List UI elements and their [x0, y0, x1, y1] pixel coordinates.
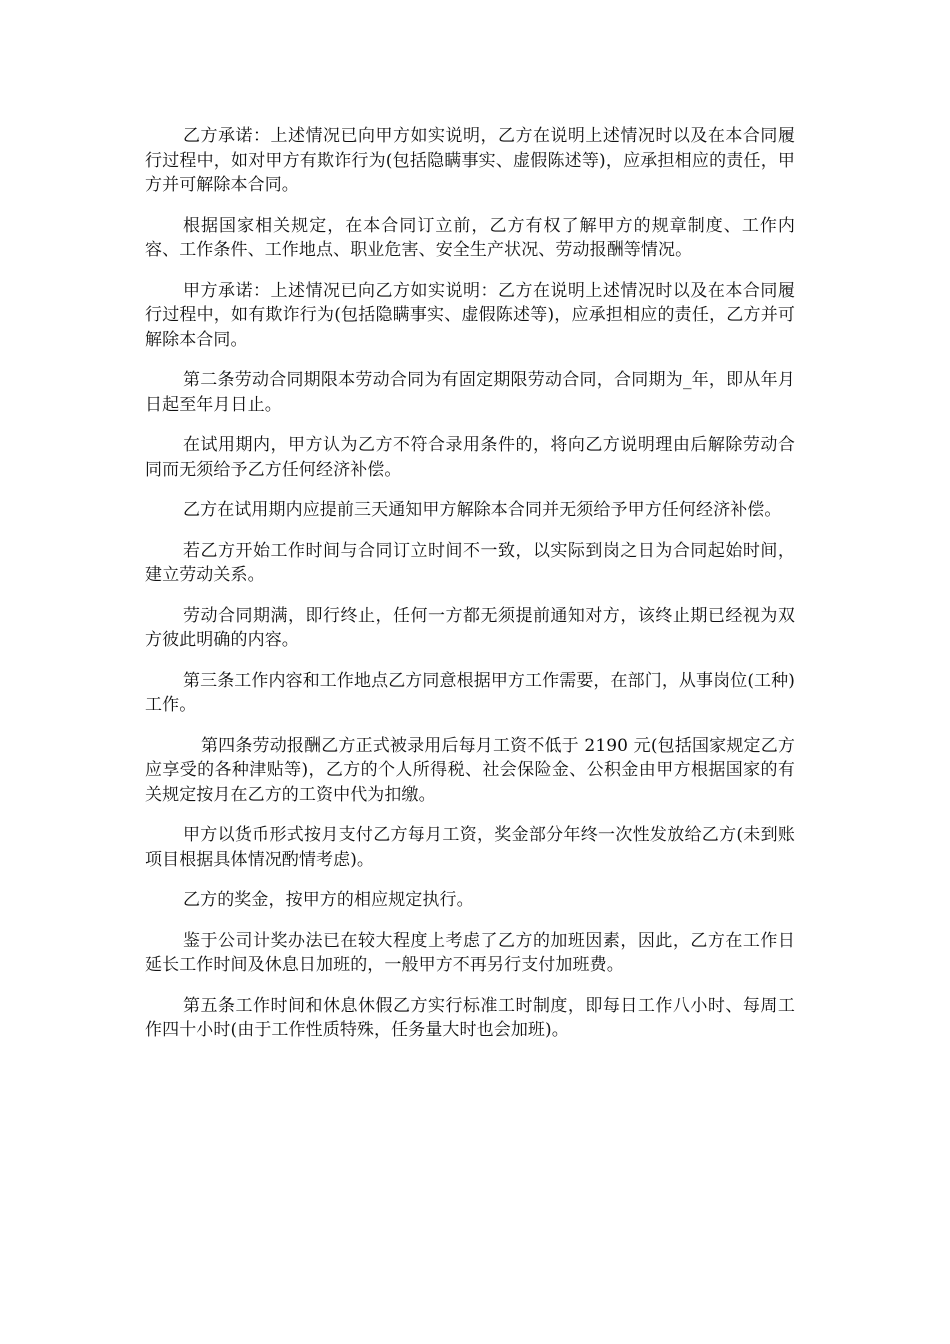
- paragraph-right-to-know: 根据国家相关规定，在本合同订立前，乙方有权了解甲方的规章制度、工作内容、工作条件、工作地点、职业危害、安全生产状况、劳动报酬等情况。: [145, 215, 795, 260]
- paragraph-article-5-working-hours: 第五条工作时间和休息休假乙方实行标准工时制度，即每日工作八小时、每周工作四十小时(由于工作性质特殊，任务量大时也会加班)。: [145, 995, 795, 1040]
- paragraph-party-a-commitment: 甲方承诺：上述情况已向乙方如实说明：乙方在说明上述情况时以及在本合同履行过程中，如有欺诈行为(包括隐瞒事实、虚假陈述等)，应承担相应的责任，乙方并可解除本合同。: [145, 280, 795, 350]
- paragraph-start-date: 若乙方开始工作时间与合同订立时间不一致，以实际到岗之日为合同起始时间，建立劳动关系。: [145, 540, 795, 585]
- paragraph-probation-termination-a: 在试用期内，甲方认为乙方不符合录用条件的，将向乙方说明理由后解除劳动合同而无须给予乙方任何经济补偿。: [145, 435, 795, 480]
- paragraph-salary-payment: 甲方以货币形式按月支付乙方每月工资，奖金部分年终一次性发放给乙方(未到账项目根据具体情况酌情考虑)。: [145, 825, 795, 870]
- paragraph-probation-termination-b: 乙方在试用期内应提前三天通知甲方解除本合同并无须给予甲方任何经济补偿。: [183, 500, 782, 520]
- paragraph-article-4-remuneration: 第四条劳动报酬乙方正式被录用后每月工资不低于 2190 元(包括国家规定乙方应享受的各种津贴等)，乙方的个人所得税、社会保险金、公积金由甲方根据国家的有关规定按月在乙方的工资中代为扣缴。: [145, 735, 795, 805]
- document-body: [145, 124, 795, 1059]
- paragraph-party-b-commitment: 乙方承诺：上述情况已向甲方如实说明，乙方在说明上述情况时以及在本合同履行过程中，如对甲方有欺诈行为(包括隐瞒事实、虚假陈述等)，应承担相应的责任，甲方并可解除本合同。: [145, 126, 795, 195]
- paragraph-article-2-term: 第二条劳动合同期限本劳动合同为有固定期限劳动合同，合同期为_年，即从年月日起至年月日止。: [145, 370, 795, 415]
- paragraph-article-3-work-content: 第三条工作内容和工作地点乙方同意根据甲方工作需要，在部门，从事岗位(工种)工作。: [145, 670, 795, 715]
- paragraph-contract-expiry: 劳动合同期满，即行终止，任何一方都无须提前通知对方，该终止期已经视为双方彼此明确的内容。: [145, 605, 795, 650]
- paragraph-overtime: 鉴于公司计奖办法已在较大程度上考虑了乙方的加班因素，因此，乙方在工作日延长工作时间及休息日加班的，一般甲方不再另行支付加班费。: [145, 930, 795, 975]
- paragraph-bonus: 乙方的奖金，按甲方的相应规定执行。: [183, 890, 474, 910]
